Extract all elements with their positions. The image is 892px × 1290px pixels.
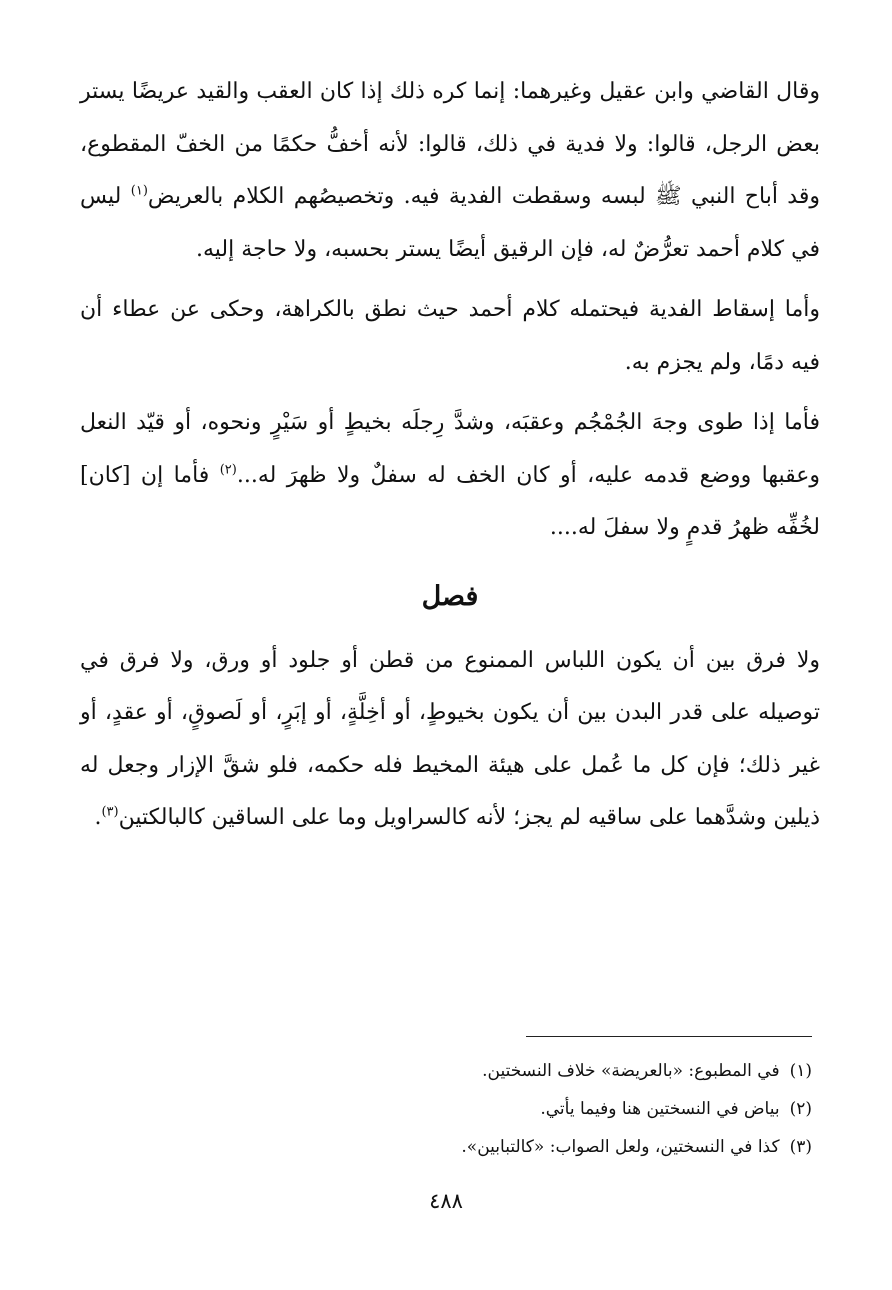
paragraph-4-text-a: ولا فرق بين أن يكون اللباس الممنوع من قطن أو جلود أو ورق، ولا فرق في توصيله على قدر البدن بين أن يكون بخيوطٍ، أو أخِلَّةٍ، أو إبَرٍ، أو لَصوقٍ، أو عقدٍ، أو غير ذلك؛ فإن كل ما عُمل على هيئة المخيط فله حكمه، فلو شقَّ الإزار وجعل له ذيلين وشدَّهما على ساقيه لم يجز؛ لأنه كالسراويل وما على الساقين كالبالكتين <box>80 647 820 830</box>
paragraph-3-text-a: فأما إذا طوى وجهَ الجُمْجُم وعقبَه، وشدَّ رِجلَه بخيطٍ أو سَيْرٍ ونحوه، أو قيّد النعل وعقبها ووضع قدمه عليه، أو كان الخف له سفلٌ ولا ظهرَ له... <box>80 410 820 488</box>
footnote-2-number: (٢) <box>789 1099 812 1119</box>
footnote-2-text: بياض في النسختين هنا وفيما يأتي. <box>540 1099 780 1119</box>
footnote-3-number: (٣) <box>789 1137 812 1157</box>
footnotes <box>80 1052 812 1166</box>
page-number: ٤٨٨ <box>429 1189 463 1213</box>
paragraph-4 <box>80 635 820 845</box>
footnote-ref-2[interactable]: (٢) <box>219 462 237 478</box>
paragraph-2 <box>80 284 820 389</box>
paragraph-1-text-b: ليس في كلام أحمد تعرُّضٌ له، فإن الرقيق أيضًا يستر بحسبه، ولا حاجة إليه. <box>80 184 820 262</box>
paragraph-3 <box>80 397 820 555</box>
paragraph-3-text-b: فأما إن [كان] لخُفِّه ظهرُ قدمٍ ولا سفلَ له.... <box>80 462 820 540</box>
paragraph-2-text: وأما إسقاط الفدية فيحتمله كلام أحمد حيث نطق بالكراهة، وحكى عن عطاء أن فيه دمًا، ولم يجزم به. <box>80 297 820 375</box>
footnote-1-text: في المطبوع: «بالعريضة» خلاف النسختين. <box>482 1061 780 1081</box>
paragraph-1 <box>80 66 820 276</box>
footnote-3-text: كذا في النسختين، ولعل الصواب: «كالتبابين». <box>461 1137 780 1157</box>
footnote-3 <box>80 1128 812 1166</box>
paragraph-4-text-b: . <box>94 805 102 830</box>
section-heading: فصل <box>421 580 479 612</box>
footnote-2 <box>80 1090 812 1128</box>
paragraph-1-text-a: وقال القاضي وابن عقيل وغيرهما: إنما كره ذلك إذا كان العقب والقيد عريضًا يستر بعض الرجل، قالوا: ولا فدية في ذلك، قالوا: لأنه أخفُّ حكمًا من الخفّ المقطوع، وقد أباح النبي ﷺ لبسه وسقطت الفدية فيه. وتخصيصُهم الكلام بالعريض <box>80 79 820 209</box>
footnote-ref-3[interactable]: (٣) <box>101 804 119 820</box>
footnote-1 <box>80 1052 812 1090</box>
footnote-divider <box>526 1036 812 1037</box>
main-text <box>80 66 820 845</box>
footnote-ref-1[interactable]: (١) <box>130 183 148 199</box>
footnote-1-number: (١) <box>789 1061 812 1081</box>
